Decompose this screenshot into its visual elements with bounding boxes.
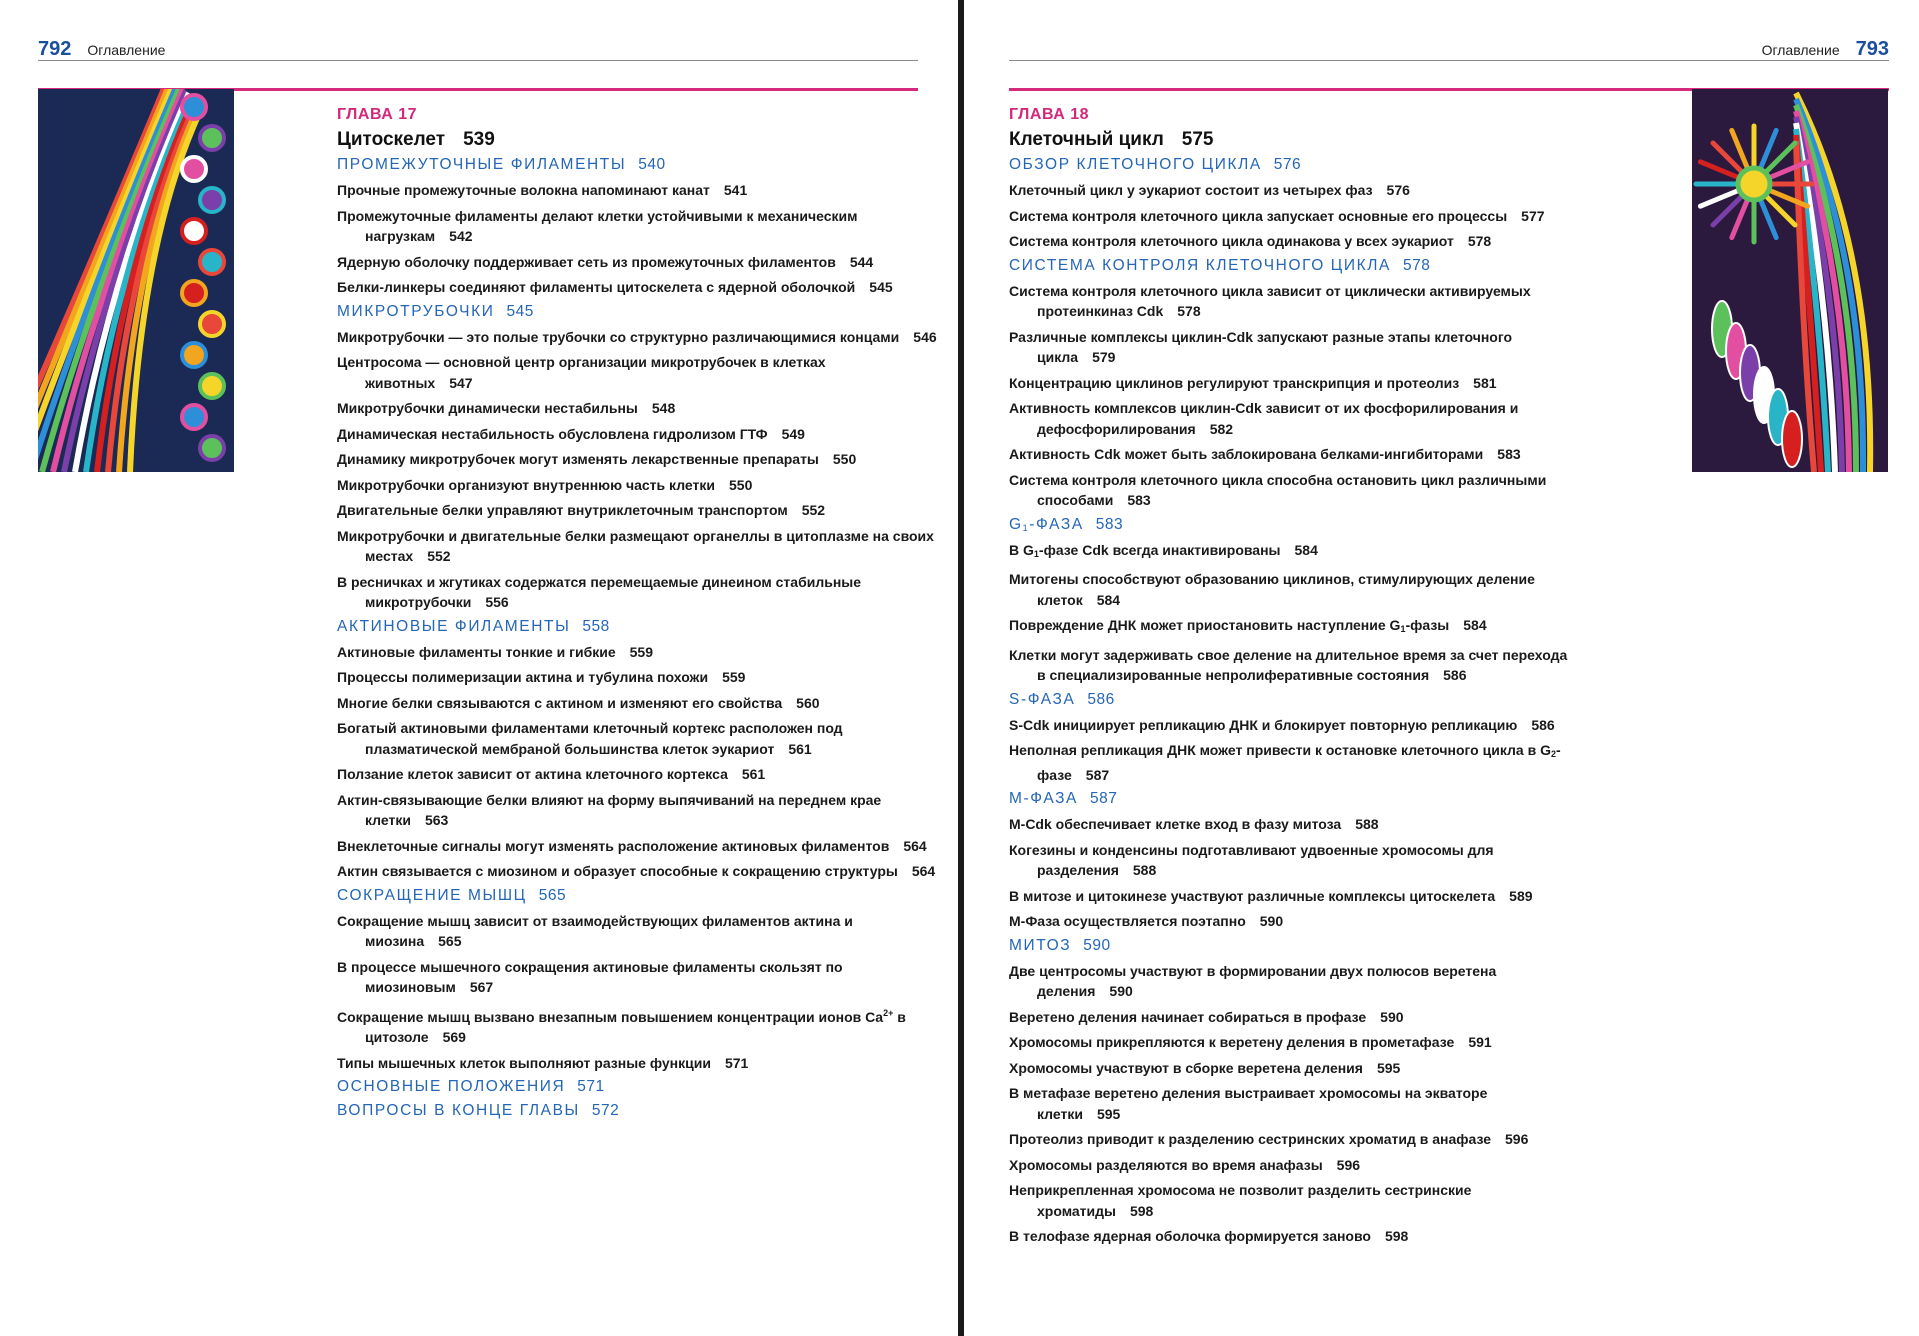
toc-page-number: 584 — [1463, 617, 1487, 633]
toc-entry[interactable] — [1009, 1180, 1569, 1221]
toc-page-number: 556 — [485, 594, 509, 610]
toc-entry[interactable] — [337, 352, 937, 393]
left-page — [0, 0, 958, 1336]
art-dot — [200, 436, 224, 460]
toc-page-number: 588 — [1355, 816, 1379, 832]
toc-section-heading[interactable] — [1009, 516, 1569, 534]
toc-right — [1009, 106, 1569, 1252]
toc-entry[interactable] — [337, 1003, 937, 1048]
toc-entry-text: В G — [1009, 541, 1034, 558]
toc-page-number: 584 — [1096, 591, 1121, 608]
toc-entry-text: Ползание клеток зависит от актина клеточного кортекса — [337, 766, 728, 782]
toc-page-number: 542 — [449, 228, 473, 244]
toc-entry-text: Активность комплексов циклин-Cdk зависит от их фосфорилирования и дефосфорилирования — [1009, 400, 1519, 437]
toc-page-number: 591 — [1468, 1034, 1492, 1050]
toc-entry-text: В процессе мышечного сокращения актиновые филаменты скользят по миозиновым — [337, 958, 843, 995]
toc-list-left — [337, 156, 937, 1120]
art-dot — [200, 312, 224, 336]
toc-entry[interactable] — [337, 277, 937, 298]
toc-section-heading[interactable] — [1009, 257, 1569, 275]
toc-page-number: 559 — [722, 669, 746, 685]
toc-page-number: 583 — [1127, 492, 1151, 508]
art-dot — [182, 157, 206, 181]
art-dot — [182, 219, 206, 243]
toc-entry[interactable] — [1009, 206, 1569, 227]
toc-entry[interactable] — [1009, 740, 1569, 785]
art-dot — [200, 126, 224, 150]
toc-page-number: 590 — [1083, 936, 1111, 954]
art-dot — [200, 188, 224, 212]
superscript: 2+ — [883, 1007, 894, 1018]
toc-entry-text: Неприкрепленная хромосома не позволит разделить сестринские хроматиды — [1009, 1182, 1472, 1219]
art-dot — [182, 343, 206, 367]
toc-page-number: 586 — [1531, 716, 1555, 733]
toc-entry-text: Типы мышечных клеток выполняют разные функции — [337, 1054, 711, 1071]
toc-entry-text: В телофазе ядерная оболочка формируется заново — [1009, 1228, 1371, 1244]
toc-entry-text: В метафазе веретено деления выстраивает хромосомы на экваторе клетки — [1009, 1085, 1488, 1122]
toc-page-number: 588 — [1132, 862, 1157, 878]
subscript: 1 — [1022, 522, 1030, 533]
toc-entry-text-continued: -ФАЗА — [1029, 515, 1084, 533]
chapter-label: ГЛАВА 17 — [337, 106, 418, 123]
toc-section-heading[interactable] — [337, 618, 937, 636]
toc-page-number: 545 — [869, 279, 893, 295]
toc-entry-text: Микротрубочки — это полые трубочки со структурно различающимися концами — [337, 328, 900, 345]
toc-entry-text: Процессы полимеризации актина и тубулина похожи — [337, 669, 709, 685]
toc-entry[interactable] — [1009, 231, 1569, 252]
toc-page-number: 558 — [582, 617, 610, 635]
toc-entry-text: Актиновые филаменты тонкие и гибкие — [337, 643, 616, 660]
subscript: 2 — [1550, 749, 1556, 759]
toc-section-heading[interactable] — [1009, 790, 1569, 808]
toc-page-number: 564 — [911, 863, 936, 879]
toc-page-number: 564 — [903, 837, 927, 854]
toc-entry[interactable] — [337, 642, 937, 663]
toc-entry-text: М-Фаза осуществляется поэтапно — [1009, 913, 1246, 929]
toc-entry[interactable] — [1009, 911, 1569, 932]
toc-section-heading[interactable] — [337, 156, 937, 174]
toc-left — [337, 106, 937, 1126]
toc-entry-text: Когезины и конденсины подготавливают удвоенные хромосомы для разделения — [1009, 841, 1494, 878]
toc-page-number: 565 — [438, 933, 462, 949]
toc-entry[interactable] — [1009, 373, 1569, 394]
art-sun — [1738, 168, 1770, 200]
toc-entry-text: Хромосомы участвуют в сборке веретена деления — [1009, 1059, 1363, 1076]
toc-entry-text: М-ФАЗА — [1009, 790, 1078, 807]
chapter-title-text: Клеточный цикл — [1009, 129, 1164, 150]
toc-entry-text: M-Cdk обеспечивает клетке вход в фазу митоза — [1009, 816, 1342, 832]
toc-page-number: 561 — [788, 740, 812, 757]
toc-entry[interactable] — [1009, 615, 1569, 640]
toc-entry-text: ОСНОВНЫЕ ПОЛОЖЕНИЯ — [337, 1078, 566, 1095]
toc-entry-text: G — [1009, 515, 1023, 533]
toc-entry[interactable] — [337, 861, 937, 882]
toc-page-number: 590 — [1380, 1008, 1404, 1025]
toc-page-number: 590 — [1109, 983, 1133, 999]
running-title-right: Оглавление — [1761, 42, 1840, 58]
toc-entry[interactable] — [1009, 814, 1569, 835]
toc-page-number: 545 — [506, 302, 534, 320]
toc-section-heading[interactable] — [337, 1078, 937, 1096]
toc-entry-text: ПРОМЕЖУТОЧНЫЕ ФИЛАМЕНТЫ — [337, 156, 627, 173]
toc-entry[interactable] — [337, 667, 937, 688]
toc-entry[interactable] — [1009, 715, 1569, 736]
toc-entry[interactable] — [337, 475, 937, 496]
toc-entry[interactable] — [1009, 961, 1569, 1002]
toc-entry[interactable] — [337, 327, 937, 348]
toc-page-number: 576 — [1273, 156, 1302, 173]
toc-entry-text: Протеолиз приводит к разделению сестринских хроматид в анафазе — [1009, 1131, 1492, 1147]
toc-entry-text: МИКРОТРУБОЧКИ — [337, 302, 495, 320]
toc-entry-text: Динамику микротрубочек могут изменять лекарственные препараты — [337, 451, 819, 467]
toc-entry-text: Промежуточные филаменты делают клетки устойчивыми к механическим нагрузкам — [337, 207, 858, 244]
right-page — [964, 0, 1919, 1336]
toc-page-number: 550 — [729, 476, 753, 493]
chapter-title-text: Цитоскелет — [337, 129, 446, 150]
running-head-right — [1762, 38, 1889, 61]
art-dot — [182, 281, 206, 305]
toc-entry-text: Концентрацию циклинов регулируют транскрипция и протеолиз — [1009, 374, 1460, 391]
toc-entry-text: Система контроля клеточного цикла одинакова у всех эукариот — [1009, 233, 1454, 249]
toc-entry[interactable] — [1009, 1155, 1569, 1176]
toc-entry-text: Различные комплексы циклин-Cdk запускают разные этапы клеточного цикла — [1009, 328, 1513, 365]
toc-entry-text: Микротрубочки и двигательные белки размещают органеллы в цитоплазме на своих местах — [337, 527, 934, 564]
toc-entry-text: Сокращение мышц вызвано внезапным повышением концентрации ионов Ca — [337, 1008, 884, 1025]
toc-page-number: 567 — [469, 979, 494, 995]
toc-entry[interactable] — [1009, 470, 1569, 511]
toc-section-heading[interactable] — [337, 887, 937, 905]
toc-entry[interactable] — [1009, 886, 1569, 907]
toc-entry-text-continued: -фазы — [1405, 617, 1450, 633]
toc-entry[interactable] — [337, 718, 937, 759]
toc-page-number: 571 — [724, 1054, 749, 1071]
toc-page-number: 577 — [1521, 207, 1545, 224]
toc-entry-text: Сокращение мышц зависит от взаимодействующих филаментов актина и миозина — [337, 912, 853, 949]
toc-page-number: 541 — [723, 182, 748, 198]
toc-entry-text-continued: -фазе — [1037, 742, 1561, 783]
art-dot — [200, 374, 224, 398]
toc-entry[interactable] — [337, 424, 937, 445]
toc-entry-text: Многие белки связываются с актином и изменяют его свойства — [337, 694, 783, 711]
toc-entry[interactable] — [337, 449, 937, 470]
art-dot — [200, 250, 224, 274]
toc-entry[interactable] — [337, 836, 937, 857]
toc-entry-text: Актин связывается с миозином и образует способные к сокращению структуры — [337, 863, 898, 879]
header-rule-right — [1009, 60, 1889, 61]
toc-entry[interactable] — [1009, 1058, 1569, 1079]
toc-entry-text: Система контроля клеточного цикла запускает основные его процессы — [1009, 207, 1508, 224]
toc-page-number: 550 — [832, 451, 857, 467]
toc-entry[interactable] — [1009, 327, 1569, 368]
toc-section-heading[interactable] — [1009, 156, 1569, 174]
toc-entry-text: Белки-линкеры соединяют филаменты цитоскелета с ядерной оболочкой — [337, 279, 856, 295]
toc-page-number: 565 — [538, 886, 567, 904]
toc-entry-text: Микротрубочки динамически нестабильны — [337, 400, 638, 416]
toc-page-number: 578 — [1402, 256, 1431, 274]
toc-page-number: 540 — [638, 156, 666, 173]
toc-entry[interactable] — [1009, 444, 1569, 465]
toc-entry-text: В ресничках и жгутиках содержатся перемещаемые динеином стабильные микротрубочки — [337, 573, 862, 610]
toc-entry[interactable] — [1009, 1083, 1569, 1124]
toc-entry[interactable] — [337, 693, 937, 714]
toc-page-number: 596 — [1336, 1156, 1361, 1173]
toc-entry[interactable] — [337, 911, 937, 952]
toc-entry-text: Двигательные белки управляют внутриклеточным транспортом — [337, 502, 788, 518]
toc-page-number: 560 — [796, 694, 820, 711]
toc-page-number: 549 — [781, 425, 805, 442]
toc-entry[interactable] — [1009, 180, 1569, 201]
toc-page-number: 589 — [1509, 887, 1533, 904]
toc-entry[interactable] — [337, 1053, 937, 1074]
chapter-title[interactable] — [1009, 129, 1569, 151]
toc-entry-text: Две центросомы участвуют в формировании двух полюсов веретена деления — [1009, 962, 1497, 999]
toc-page-number: 583 — [1095, 515, 1124, 533]
toc-entry-text: Веретено деления начинает собираться в профазе — [1009, 1008, 1367, 1025]
chapter-art-right — [1692, 89, 1888, 472]
toc-page-number: 596 — [1505, 1131, 1529, 1147]
art-petal — [1782, 411, 1802, 467]
chapter-label: ГЛАВА 18 — [1009, 106, 1090, 123]
toc-page-number: 578 — [1177, 303, 1201, 319]
toc-entry-text: Богатый актиновыми филаментами клеточный кортекс расположен под плазматической мембраной большинства клеток эукариот — [337, 720, 843, 757]
toc-page-number: 576 — [1386, 182, 1410, 198]
chapter-title[interactable] — [337, 129, 937, 151]
toc-entry-text: Центросома — основной центр организации микротрубочек в клетках животных — [337, 354, 826, 391]
toc-entry-text: Внеклеточные сигналы могут изменять расположение актиновых филаментов — [337, 837, 890, 854]
toc-page-number: 587 — [1089, 790, 1118, 807]
toc-page-number: 583 — [1497, 446, 1521, 462]
toc-entry-text: Неполная репликация ДНК может привести к остановке клеточного цикла в G — [1009, 742, 1551, 758]
toc-entry-text: Хромосомы прикрепляются к веретену деления в прометафазе — [1009, 1034, 1455, 1050]
toc-entry-text: Повреждение ДНК может приостановить наступление G — [1009, 617, 1401, 633]
toc-page-number: 548 — [651, 400, 676, 416]
toc-entry[interactable] — [337, 790, 937, 831]
subscript: 1 — [1400, 624, 1406, 634]
toc-entry[interactable] — [1009, 398, 1569, 439]
chapter-art-left — [38, 89, 234, 472]
toc-page-number: 547 — [449, 374, 473, 391]
chapter-page: 539 — [463, 129, 495, 150]
toc-section-heading[interactable] — [337, 1102, 937, 1120]
toc-page-number: 598 — [1129, 1202, 1154, 1219]
toc-entry-text: Хромосомы разделяются во время анафазы — [1009, 1156, 1323, 1173]
toc-entry-text-continued: в цитозоле — [365, 1008, 906, 1045]
toc-entry[interactable] — [337, 206, 937, 247]
toc-page-number: 590 — [1259, 913, 1284, 929]
toc-page-number: 544 — [849, 253, 874, 270]
toc-page-number: 552 — [427, 548, 451, 564]
toc-entry-text: Динамическая нестабильность обусловлена гидролизом ГТФ — [337, 425, 768, 442]
toc-page-number: 587 — [1085, 766, 1110, 783]
toc-entry-text: АКТИНОВЫЕ ФИЛАМЕНТЫ — [337, 617, 571, 635]
toc-entry-text: ВОПРОСЫ В КОНЦЕ ГЛАВЫ — [337, 1102, 580, 1119]
toc-page-number: 586 — [1087, 690, 1115, 708]
toc-entry-text: СИСТЕМА КОНТРОЛЯ КЛЕТОЧНОГО ЦИКЛА — [1009, 256, 1391, 274]
toc-entry-text: Система контроля клеточного цикла зависит от циклически активируемых протеинкиназ Cdk — [1009, 282, 1531, 319]
toc-entry-text: Микротрубочки организуют внутреннюю часть клетки — [337, 476, 715, 493]
toc-page-number: 586 — [1443, 667, 1467, 683]
toc-page-number: 561 — [741, 766, 766, 782]
toc-entry-text: Система контроля клеточного цикла способна остановить цикл различными способами — [1009, 471, 1547, 508]
toc-entry[interactable] — [337, 398, 937, 419]
toc-entry[interactable] — [1009, 645, 1569, 686]
toc-entry[interactable] — [1009, 840, 1569, 881]
toc-entry-text: Прочные промежуточные волокна напоминают канат — [337, 182, 710, 198]
page-number-right: 793 — [1855, 38, 1889, 60]
toc-entry-text: Митогены способствуют образованию циклинов, стимулирующих деление клеток — [1009, 571, 1535, 608]
toc-entry-text: СОКРАЩЕНИЕ МЫШЦ — [337, 886, 527, 904]
toc-section-heading[interactable] — [1009, 691, 1569, 709]
toc-entry[interactable] — [1009, 1007, 1569, 1028]
toc-page-number: 559 — [629, 643, 653, 660]
toc-entry[interactable] — [1009, 540, 1569, 565]
chapter-page: 575 — [1181, 129, 1214, 150]
toc-entry-text: S-Cdk инициирует репликацию ДНК и блокирует повторную репликацию — [1009, 716, 1518, 733]
toc-entry-text: Клетки могут задерживать свое деление на длительное время за счет перехода в специализированные непролиферативные состояния — [1009, 646, 1568, 683]
toc-page-number: 595 — [1096, 1105, 1121, 1122]
toc-entry[interactable] — [337, 180, 937, 201]
toc-page-number: 571 — [577, 1078, 605, 1095]
toc-page-number: 552 — [801, 502, 826, 518]
toc-entry[interactable] — [337, 252, 937, 273]
toc-entry-text: Клеточный цикл у эукариот состоит из четырех фаз — [1009, 182, 1373, 198]
toc-entry[interactable] — [337, 572, 937, 613]
toc-entry-text: Активность Cdk может быть заблокирована белками-ингибиторами — [1009, 446, 1484, 462]
toc-entry[interactable] — [337, 526, 937, 567]
toc-page-number: 563 — [424, 812, 449, 828]
running-head-left — [38, 38, 165, 61]
subscript: 1 — [1033, 548, 1039, 559]
page-number-left: 792 — [38, 38, 72, 60]
toc-page-number: 598 — [1384, 1228, 1409, 1244]
art-dot — [182, 95, 206, 119]
toc-entry[interactable] — [1009, 569, 1569, 610]
header-rule-left — [38, 60, 918, 61]
toc-entry-text: В митозе и цитокинезе участвуют различные комплексы цитоскелета — [1009, 887, 1496, 904]
toc-entry-text: МИТОЗ — [1009, 936, 1072, 954]
toc-page-number: 595 — [1376, 1059, 1401, 1076]
toc-entry-text: S-ФАЗА — [1009, 690, 1076, 708]
toc-entry-text-continued: -фазе Cdk всегда инактивированы — [1038, 541, 1281, 558]
toc-entry[interactable] — [1009, 281, 1569, 322]
art-dot — [182, 405, 206, 429]
toc-page-number: 578 — [1467, 233, 1492, 249]
toc-entry[interactable] — [337, 957, 937, 998]
toc-entry-text: Ядерную оболочку поддерживает сеть из промежуточных филаментов — [337, 253, 836, 270]
toc-entry[interactable] — [337, 764, 937, 785]
toc-page-number: 582 — [1209, 420, 1234, 437]
toc-page-number: 581 — [1473, 374, 1497, 391]
toc-section-heading[interactable] — [1009, 937, 1569, 955]
toc-page-number: 584 — [1294, 541, 1318, 558]
toc-entry[interactable] — [1009, 1032, 1569, 1053]
toc-page-number: 572 — [591, 1102, 620, 1119]
toc-list-right — [1009, 156, 1569, 1247]
toc-page-number: 579 — [1092, 349, 1116, 365]
toc-page-number: 569 — [442, 1029, 466, 1045]
toc-section-heading[interactable] — [337, 303, 937, 321]
toc-entry-text: Актин-связывающие белки влияют на форму выпячиваний на переднем крае клетки — [337, 791, 882, 828]
toc-entry[interactable] — [1009, 1226, 1569, 1247]
toc-entry[interactable] — [1009, 1129, 1569, 1150]
toc-entry-text: ОБЗОР КЛЕТОЧНОГО ЦИКЛА — [1009, 156, 1262, 173]
running-title-left: Оглавление — [87, 42, 166, 58]
toc-page-number: 546 — [913, 328, 937, 345]
toc-entry[interactable] — [337, 500, 937, 521]
